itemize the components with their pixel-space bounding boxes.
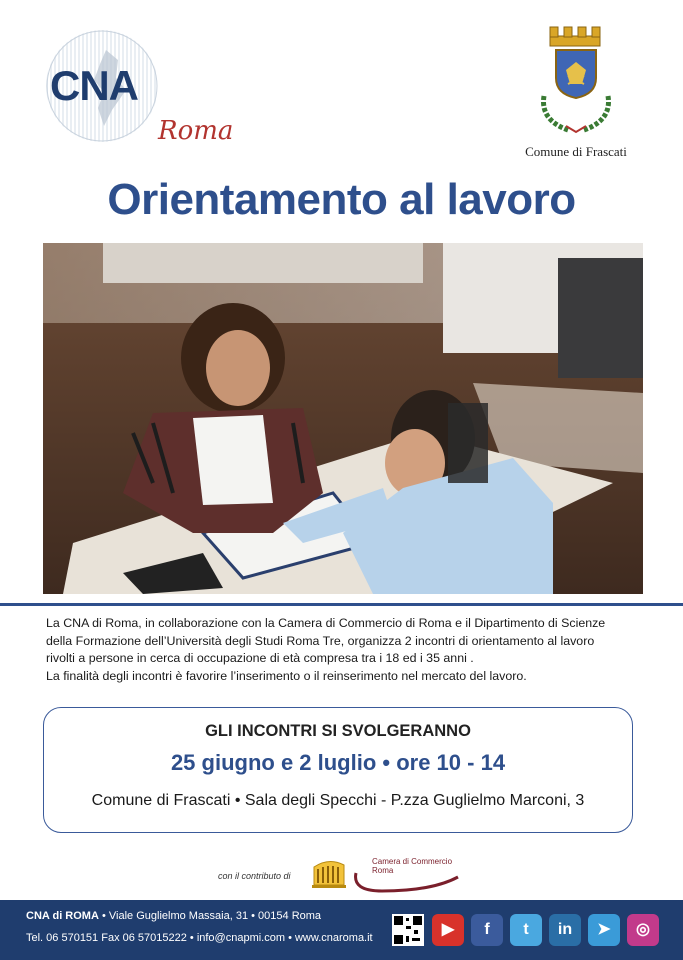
- comune-label: Comune di Frascati: [525, 144, 627, 159]
- cna-roma-logo: [46, 30, 246, 150]
- youtube-icon[interactable]: ▶: [432, 914, 464, 946]
- intro-line: rivolti a persone in cerca di occupazione di età compresa tra i 18 ed i 35 anni .: [46, 651, 474, 665]
- camera-di-commercio-logo: [352, 855, 462, 895]
- footer-address-text: • Viale Guglielmo Massaia, 31 • 00154 Roma: [98, 910, 322, 922]
- footer-contacts: Tel. 06 570151 Fax 06 57015222 • info@cnapmi.com • www.cnaroma.it: [26, 932, 373, 944]
- coat-of-arms-icon: [554, 48, 598, 100]
- event-details-box: [43, 707, 633, 833]
- qr-code-icon[interactable]: [392, 914, 424, 946]
- intro-line: La finalità degli incontri è favorire l’inserimento o il reinserimento nel mercato del lavoro.: [46, 668, 527, 683]
- contributors-label: con il contributo di: [218, 871, 291, 881]
- event-dates: 25 giugno e 2 luglio • ore 10 - 14: [170, 750, 506, 775]
- facebook-icon[interactable]: f: [471, 914, 503, 946]
- event-location: Comune di Frascati • Sala degli Specchi - P.zza Guglielmo Marconi, 3: [91, 792, 585, 809]
- footer: [0, 900, 683, 960]
- instagram-icon[interactable]: ◎: [627, 914, 659, 946]
- cna-roma-script: Roma: [158, 116, 234, 146]
- ccia-swoosh-icon: [352, 869, 462, 895]
- intro-line: La CNA di Roma, in collaborazione con la Camera di Commercio di Roma e il Dipartimento di Scienze: [46, 616, 606, 630]
- linkedin-icon[interactable]: in: [549, 914, 581, 946]
- twitter-icon[interactable]: t: [510, 914, 542, 946]
- colosseum-icon: [310, 855, 348, 891]
- cna-wordmark: CNA: [50, 62, 138, 109]
- laurel-wreath-icon: [538, 94, 614, 134]
- footer-address: [26, 910, 321, 922]
- crown-icon: [548, 24, 602, 48]
- intro-line: della Formazione dell’Università degli Studi Roma Tre, organizza 2 incontri di orientamento al lavoro: [46, 633, 595, 648]
- page-title: Orientamento al lavoro: [107, 175, 576, 224]
- telegram-icon[interactable]: ➤: [588, 914, 620, 946]
- event-heading: GLI INCONTRI SI SVOLGERANNO: [205, 722, 471, 740]
- footer-org: CNA di ROMA: [26, 910, 99, 922]
- job-interview-photo: [43, 243, 643, 594]
- ccia-line: Roma: [372, 866, 394, 875]
- divider: [0, 603, 683, 606]
- comune-frascati-logo: [510, 24, 642, 164]
- ccia-line: Camera di Commercio: [372, 857, 453, 866]
- intro-text: [46, 615, 646, 685]
